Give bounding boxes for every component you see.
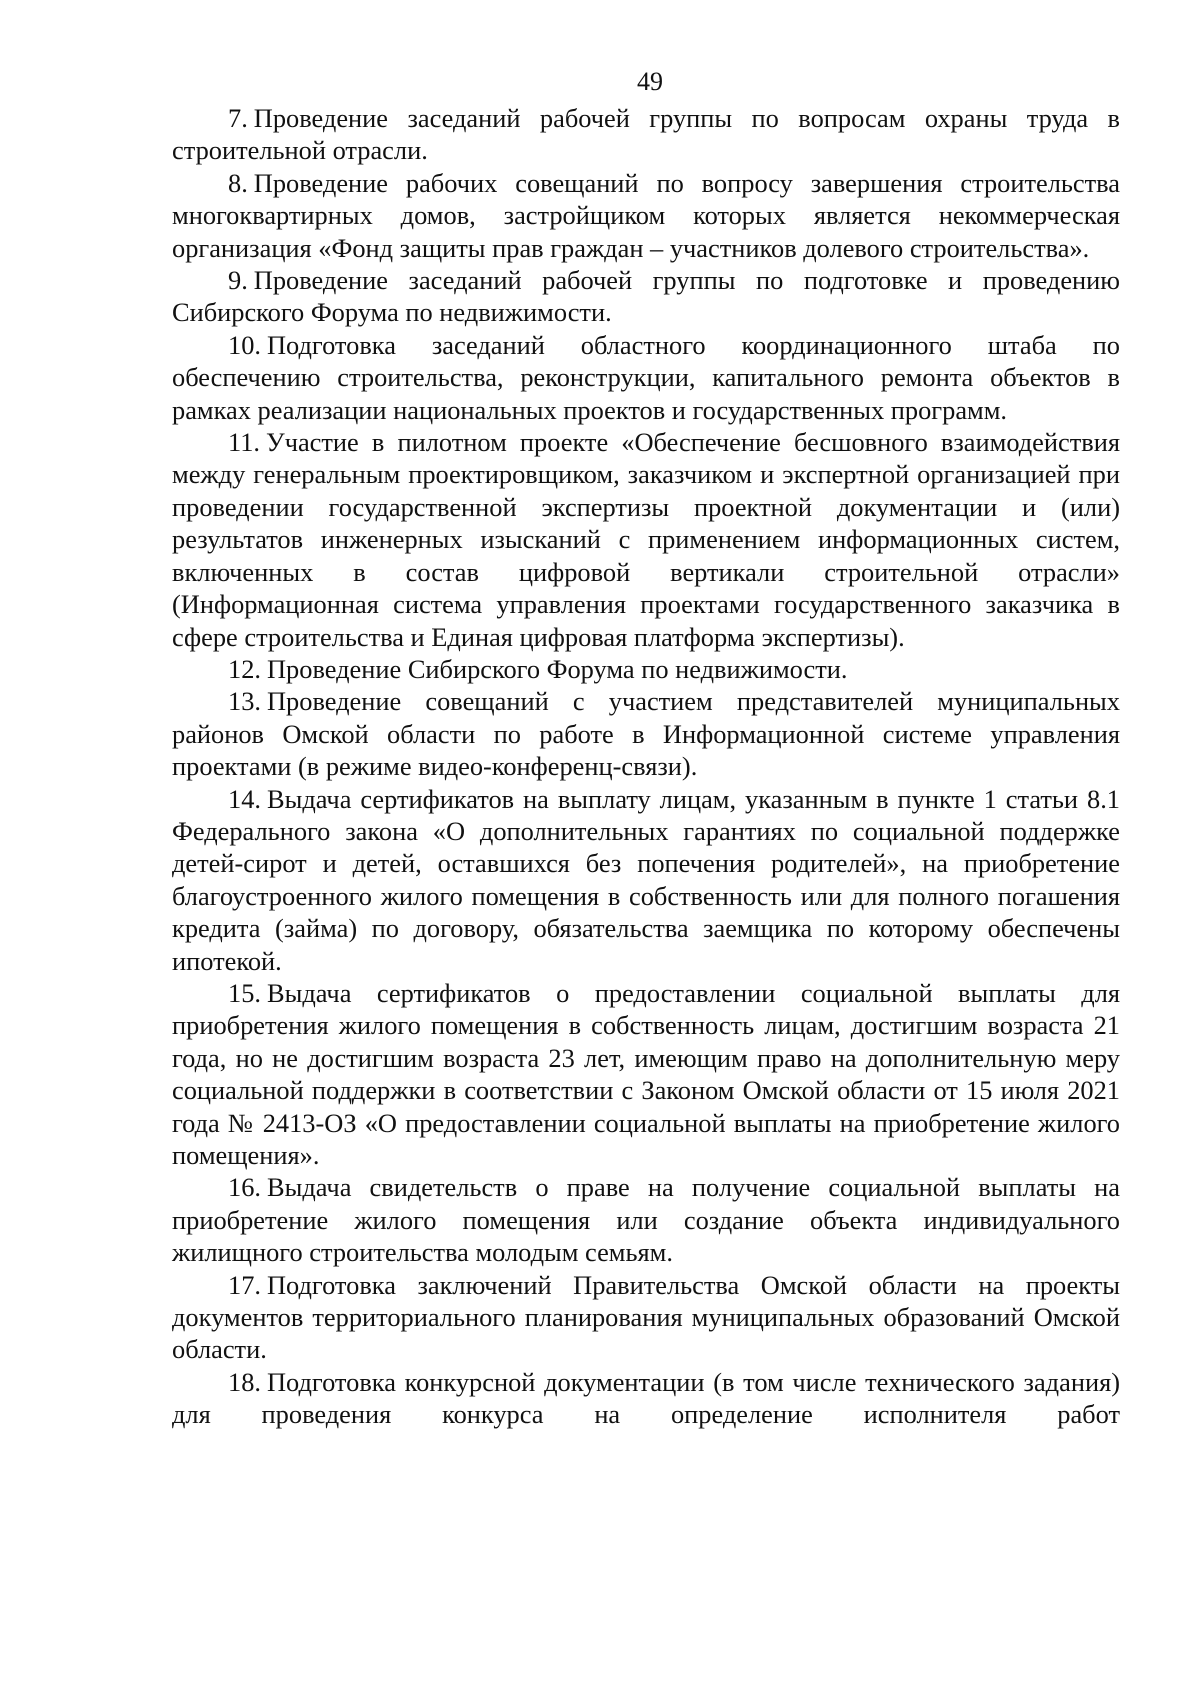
list-item [172,685,1120,782]
item-text: Выдача сертификатов о предоставлении социальной выплаты для приобретения жилого помещения в собственность лицам, достигшим возраста 21 года, но не достигшим возраста 23 лет, имеющим право на дополнительную меру социальной поддержки в соответствии с Законом Омской области от 15 июля 2021 года № 2413-ОЗ «О предоставлении социальной выплаты на приобретение жилого помещения». [172,977,1120,1170]
item-number: 11. [228,427,261,458]
item-number: 16. [228,1172,261,1203]
item-text: Подготовка заседаний областного координационного штаба по обеспечению строительства, реконструкции, капитального ремонта объектов в рамках реализации национальных проектов и государственных программ. [172,329,1120,425]
list-item [172,167,1120,264]
list-item [172,653,1120,685]
item-text: Выдача свидетельств о праве на получение социальной выплаты на приобретение жилого помещения или создание объекта индивидуального жилищного строительства молодым семьям. [172,1172,1120,1268]
page-number: 49 [637,67,663,96]
item-number: 10. [228,329,261,360]
item-text: Подготовка заключений Правительства Омской области на проекты документов территориального планирования муниципальных образований Омской области. [172,1269,1120,1365]
list-item [172,1366,1120,1431]
document-page [172,66,1120,1431]
item-number: 18. [228,1366,261,1397]
item-number: 12. [228,653,261,684]
item-text: Проведение совещаний с участием представителей муниципальных районов Омской области по работе в Информационной системе управления проектами (в режиме видео-конференц-связи). [172,686,1120,782]
item-text: Проведение заседаний рабочей группы по вопросам охраны труда в строительной отрасли. [172,103,1120,166]
list-item [172,1269,1120,1366]
list-item [172,783,1120,977]
list-item [172,264,1120,329]
list-item [172,329,1120,426]
list-item [172,102,1120,167]
item-number: 9. [228,265,248,296]
item-number: 14. [228,783,261,814]
list-item [172,977,1120,1171]
item-number: 8. [228,167,248,198]
list-item [172,426,1120,653]
item-text: Подготовка конкурсной документации (в том числе технического задания) для проведения конкурса на определение исполнителя работ [172,1366,1120,1430]
item-text: Участие в пилотном проекте «Обеспечение бесшовного взаимодействия между генеральным проектировщиком, заказчиком и экспертной организацией при проведении государственной экспертизы проектной документации и (или) результатов инженерных изысканий с применением информационных систем, включенных в состав цифровой вертикали строительной отрасли» (Информационная система управления проектами государственного заказчика в сфере строительства и Единая цифровая платформа экспертизы). [172,427,1120,652]
item-number: 17. [228,1269,261,1300]
list-item [172,1171,1120,1268]
item-text: Проведение рабочих совещаний по вопросу завершения строительства многоквартирных домов, застройщиком которых является некоммерческая организация «Фонд защиты прав граждан – участников долевого строительства». [172,167,1120,263]
item-text: Проведение заседаний рабочей группы по подготовке и проведению Сибирского Форума по недвижимости. [172,265,1120,328]
item-number: 7. [228,103,248,133]
item-number: 15. [228,977,261,1008]
item-text: Выдача сертификатов на выплату лицам, указанным в пункте 1 статьи 8.1 Федерального закона «О дополнительных гарантиях по социальной поддержке детей-сирот и детей, оставшихся без попечения родителей», на приобретение благоустроенного жилого помещения в собственность или для полного погашения кредита (займа) по договору, обязательства заемщика по которому обеспечены ипотекой. [172,783,1120,976]
item-text: Проведение Сибирского Форума по недвижимости. [267,653,848,684]
item-number: 13. [228,686,261,717]
